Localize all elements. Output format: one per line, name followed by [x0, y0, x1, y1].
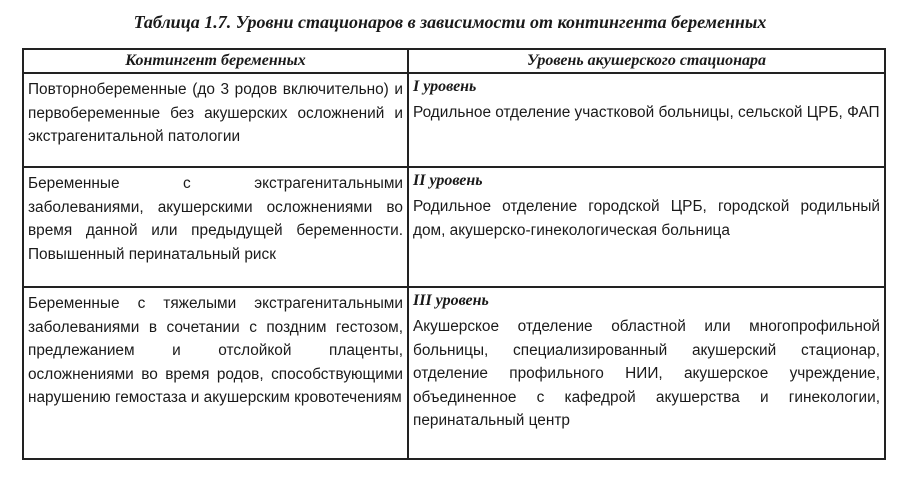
- level-title: III уровень: [413, 292, 489, 309]
- contingent-cell: Повторнобеременные (до 3 родов включительно) и первобеременные без акушерских осложнений и экстрагенитальной патологии: [23, 73, 408, 167]
- level-title: II уровень: [413, 172, 483, 189]
- level-cell: [408, 287, 885, 459]
- facility-text: Родильное отделение городской ЦРБ, городской родильный дом, акушерско-гинекологическая больница: [413, 198, 880, 239]
- level-cell: [408, 167, 885, 287]
- table-row: [23, 167, 885, 287]
- contingent-cell: Беременные с тяжелыми экстрагенитальными заболеваниями в сочетании с поздним гестозом, предлежанием и отслойкой плаценты, осложнениями во время родов, способствующими нарушению гемостаза и акушерским кровотечениям: [23, 287, 408, 459]
- level-title: I уровень: [413, 78, 477, 95]
- facility-text: Родильное отделение участковой больницы, сельской ЦРБ, ФАП: [413, 104, 880, 121]
- contingent-cell: Беременные с экстрагенитальными заболеваниями, акушерскими осложнениями во время данной или предыдущей беременности. Повышенный перинатальный риск: [23, 167, 408, 287]
- table-caption: Таблица 1.7. Уровни стационаров в зависимости от контингента беременных: [133, 12, 767, 32]
- table-row: [23, 287, 885, 459]
- table-row: [23, 73, 885, 167]
- column-header-level: Уровень акушерского стационара: [408, 49, 885, 73]
- facility-text: Акушерское отделение областной или многопрофильной больницы, специализированный акушерский стационар, отделение профильного НИИ, акушерское учреждение, объединенное с кафедрой акушерства и гинекологии, перинатальный центр: [413, 318, 880, 429]
- column-header-contingent: Контингент беременных: [23, 49, 408, 73]
- table-header-row: [23, 49, 885, 73]
- levels-table: [22, 48, 886, 460]
- level-cell: [408, 73, 885, 167]
